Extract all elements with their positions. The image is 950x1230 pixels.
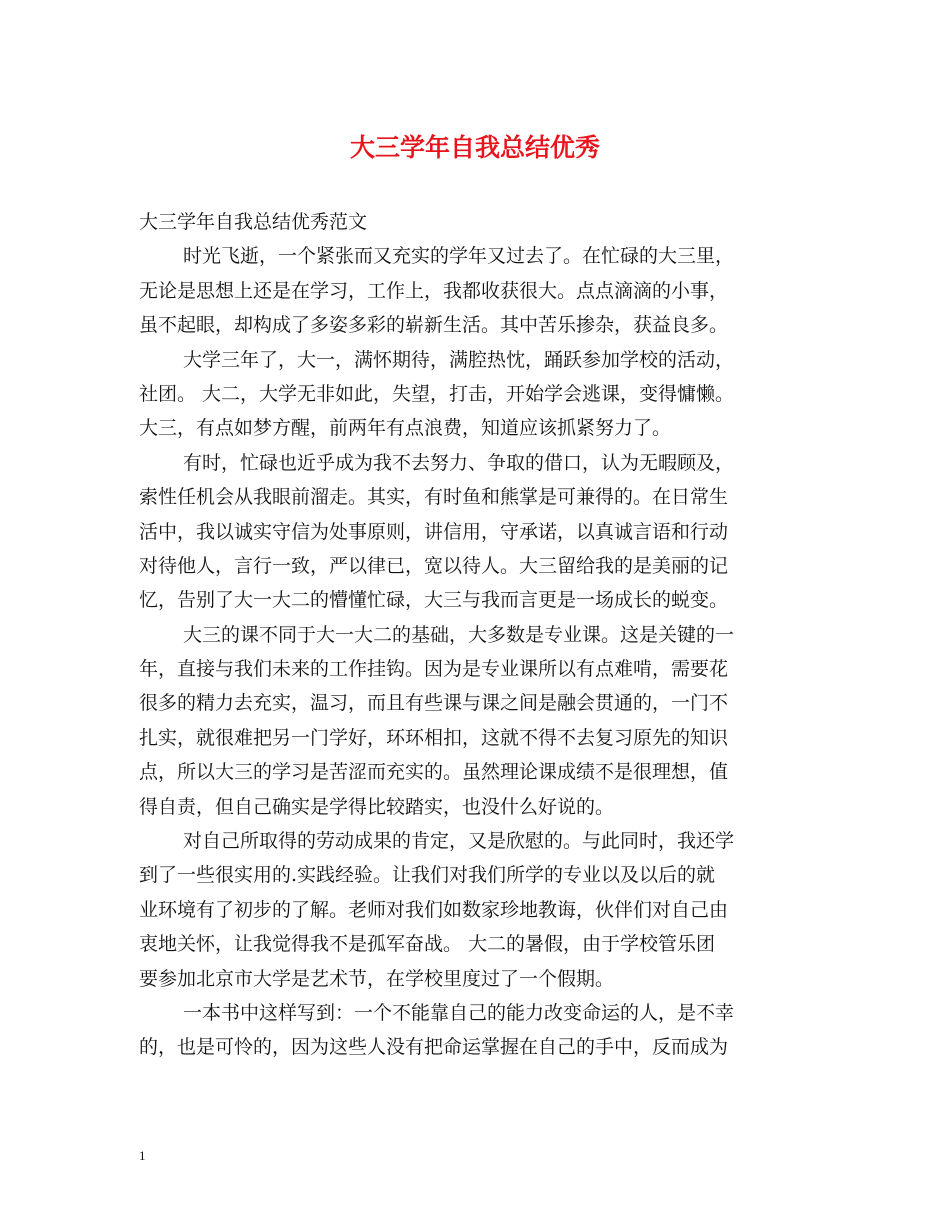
body-line: 一本书中这样写到：一个不能靠自己的能力改变命运的人，是不幸 xyxy=(183,1001,735,1024)
body-line: 的，也是可怜的，因为这些人没有把命运掌握在自己的手中，反而成为 xyxy=(139,1036,729,1059)
document-title: 大三学年自我总结优秀 xyxy=(349,133,600,162)
body-line: 有时，忙碌也近乎成为我不去努力、争取的借口，认为无暇顾及， xyxy=(183,451,735,474)
body-line: 对待他人，言行一致，严以律已，宽以待人。大三留给我的是美丽的记 xyxy=(139,554,729,577)
body-line: 大三的课不同于大一大二的基础，大多数是专业课。这是关键的一 xyxy=(183,623,735,646)
body-line: 扎实，就很难把另一门学好，环环相扣，这就不得不去复习原先的知识 xyxy=(139,726,729,749)
body-line: 业环境有了初步的了解。老师对我们如数家珍地教诲，伙伴们对自己由 xyxy=(139,898,729,921)
body-line: 年，直接与我们未来的工作挂钩。因为是专业课所以有点难啃，需要花 xyxy=(139,658,729,681)
body-line-subtitle: 大三学年自我总结优秀范文 xyxy=(139,211,368,233)
body-line: 忆，告别了大一大二的懵懂忙碌，大三与我而言更是一场成长的蜕变。 xyxy=(139,589,729,612)
body-line: 到了一些很实用的.实践经验。让我们对我们所学的专业以及以后的就 xyxy=(139,864,716,887)
body-line: 大三，有点如梦方醒，前两年有点浪费，知道应该抓紧努力了。 xyxy=(139,417,672,440)
body-line: 衷地关怀，让我觉得我不是孤军奋战。 大二的暑假，由于学校管乐团 xyxy=(139,933,716,956)
body-line: 对自己所取得的劳动成果的肯定，又是欣慰的。与此同时，我还学 xyxy=(183,830,735,853)
body-line: 要参加北京市大学是艺术节，在学校里度过了一个假期。 xyxy=(139,967,615,990)
body-line: 社团。 大二，大学无非如此，失望，打击，开始学会逃课，变得慵懒。 xyxy=(139,382,735,405)
body-line: 虽不起眼，却构成了多姿多彩的崭新生活。其中苦乐掺杂，获益良多。 xyxy=(139,314,729,337)
body-line: 索性任机会从我眼前溜走。其实，有时鱼和熊掌是可兼得的。在日常生 xyxy=(139,486,729,509)
body-line: 点，所以大三的学习是苦涩而充实的。虽然理论课成绩不是很理想，值 xyxy=(139,761,729,784)
body-line: 得自责，但自己确实是学得比较踏实，也没什么好说的。 xyxy=(139,795,615,818)
body-line: 无论是思想上还是在学习，工作上，我都收获很大。点点滴滴的小事， xyxy=(139,279,729,302)
page-number: 1 xyxy=(139,1148,146,1163)
body-line: 大学三年了，大一，满怀期待，满腔热忱，踊跃参加学校的活动， xyxy=(183,348,735,371)
body-line: 活中，我以诚实守信为处事原则，讲信用，守承诺，以真诚言语和行动 xyxy=(139,520,729,543)
document-body xyxy=(139,205,814,1065)
body-line: 时光飞逝，一个紧张而又充实的学年又过去了。在忙碌的大三里， xyxy=(183,245,735,268)
body-line: 很多的精力去充实，温习，而且有些课与课之间是融会贯通的，一门不 xyxy=(139,692,729,715)
